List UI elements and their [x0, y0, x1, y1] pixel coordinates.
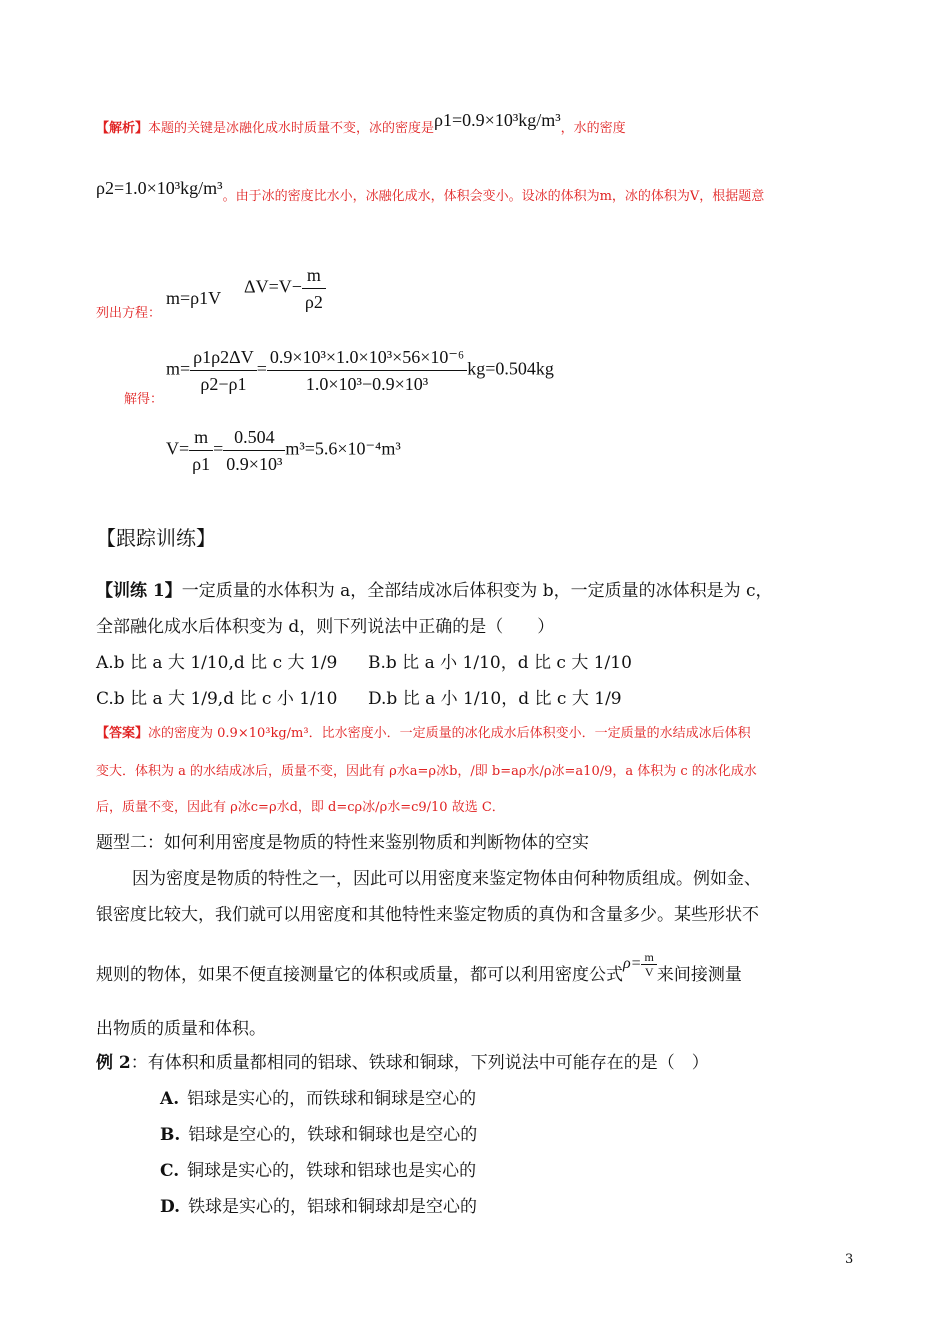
answer-text-1: 冰的密度为 0.9×10³kg/m³．比水密度小．一定质量的冰化成水后体积变小．一定质量的水结成冰后体积: [148, 726, 751, 741]
density-formula-den: V: [644, 964, 654, 979]
sol-m-f1-num: ρ1ρ2ΔV: [190, 344, 257, 371]
example2-question: [96, 1048, 709, 1073]
analysis-line1: [96, 110, 626, 137]
analysis-line2: [96, 178, 765, 204]
example2-option-text: 铝球是空心的，铁球和铜球也是空心的: [188, 1125, 478, 1145]
example2-option-letter: B.: [160, 1125, 181, 1145]
sol-v-lhs: V=: [166, 438, 190, 459]
sol-m-lhs: m=: [166, 358, 191, 379]
example2-option-letter: C.: [160, 1161, 180, 1181]
example2-option-text: 铜球是实心的，铁球和铝球也是实心的: [187, 1161, 477, 1181]
sol-v-f2-den: 0.9×10³: [226, 454, 283, 474]
section2-title: 题型二：如何利用密度是物质的特性来鉴别物质和判断物体的空实: [96, 833, 589, 853]
eq-delta-v-fraction: [302, 262, 326, 315]
sol-m-frac1: [190, 344, 257, 397]
sol-v-f1-den: ρ1: [192, 454, 211, 474]
eq-label: 列出方程：: [96, 306, 162, 321]
example2-option-d: [160, 1192, 477, 1217]
training-q1: 一定质量的水体积为 a，全部结成冰后体积变为 b，一定质量的冰体积是为 c，: [181, 581, 773, 601]
example2-option-b: [160, 1120, 477, 1145]
sol-m-f1-den: ρ2−ρ1: [200, 374, 247, 394]
example2-option-text: 铁球是实心的，铝球和铜球却是空心的: [188, 1197, 478, 1217]
eq-mass: m=ρ1V: [166, 288, 222, 308]
sol-v-f1-num: m: [189, 424, 213, 451]
section2-para2: 银密度比较大，我们就可以用密度和其他特性来鉴定物质的真伪和含量多少。某些形状不: [96, 905, 759, 925]
sol-v-frac2: [223, 424, 285, 477]
option-d: D.b 比 a 小 1/10，d 比 c 大 1/9: [368, 689, 622, 709]
example2-option-c: [160, 1156, 476, 1181]
analysis-text-1-end: ，水的密度: [560, 121, 626, 136]
sol-v-f2-num: 0.504: [223, 424, 285, 451]
answer-line1: [96, 722, 751, 741]
solution-mass: m= $\frac{\rho 1\rho 2\Delta V}{\rho 2-\rho 1}$ = $\frac{\text{0.9×10³×1.0×10³×56×10⁻⁶}}{\text{1.0×10³−0.9×10³}}$ kg=0.504kg: [166, 344, 554, 397]
training-question-line2: 全部融化成水后体积变为 d，则下列说法中正确的是（ ）: [96, 617, 555, 637]
solve-label: 解得：: [124, 392, 164, 407]
eq-dv-num: m: [302, 262, 326, 289]
density-formula-num: m: [641, 950, 656, 965]
page-number: 3: [845, 1252, 854, 1267]
sol-m-f2-den: 1.0×10³−0.9×10³: [305, 374, 429, 394]
analysis-text-2: 。由于冰的密度比水小，冰融化成水，体积会变小。设冰的体积为m，冰的体积为V，根据题意: [222, 189, 765, 204]
tracking-heading: 【跟踪训练】: [96, 526, 216, 550]
option-c: C.b 比 a 大 1/9,d 比 c 小 1/10: [96, 689, 338, 709]
analysis-text-1: 本题的关键是冰融化成水时质量不变，冰的密度是: [148, 121, 435, 136]
sol-m-f2-num: 0.9×10³×1.0×10³×56×10⁻⁶: [267, 344, 467, 371]
example2-option-letter: D.: [160, 1197, 181, 1217]
eq-dv-den: ρ2: [304, 292, 323, 312]
option-a: A.b 比 a 大 1/10,d 比 c 大 1/9: [96, 653, 338, 673]
section2-para3: [96, 948, 742, 985]
example2-option-text: 铝球是实心的，而铁球和铜球是空心的: [187, 1089, 477, 1109]
analysis-label: 【解析】: [96, 121, 149, 136]
density-formula-frac: [641, 950, 656, 979]
solution-volume: V= $\frac{m}{\rho 1}$ = $\frac{0.504}{\text{0.9×10³}}$ m³=5.6×10⁻⁴m³: [166, 424, 401, 477]
example2-text: ：有体积和质量都相同的铝球、铁球和铜球，下列说法中可能存在的是（ ）: [130, 1053, 709, 1073]
example2-option-a: [160, 1084, 476, 1109]
rho1-formula: ρ1=0.9×10³kg/m³: [434, 110, 561, 130]
sol-v-frac1: [189, 424, 213, 477]
section2-para1: 因为密度是物质的特性之一，因此可以用密度来鉴定物体由何种物质组成。例如金、: [132, 869, 761, 889]
example2-label: 例 2: [96, 1053, 131, 1073]
density-formula-lhs: ρ=: [623, 955, 642, 972]
answer-line2: 变大．体积为 a 的水结成冰后，质量不变，因此有 ρ水a=ρ冰b，/即 b=aρ水/ρ冰=a10/9，a 体积为 c 的冰化成水: [96, 764, 757, 779]
sol-v-result: m³=5.6×10⁻⁴m³: [285, 438, 401, 459]
section2-para3-a: 规则的物体，如果不便直接测量它的体积或质量，都可以利用密度公式: [96, 965, 623, 985]
option-b: B.b 比 a 小 1/10，d 比 c 大 1/10: [368, 653, 632, 673]
section2-para3-b: 来间接测量: [656, 965, 742, 985]
example2-option-letter: A.: [160, 1089, 180, 1109]
sol-m-result: kg=0.504kg: [467, 358, 554, 379]
density-formula: [623, 949, 657, 979]
eq-delta-v: [244, 262, 326, 315]
section2-para4: 出物质的质量和体积。: [96, 1019, 266, 1039]
rho2-formula: ρ2=1.0×10³kg/m³: [96, 178, 223, 198]
answer-label: 【答案】: [96, 726, 149, 741]
training-question-line1: [96, 576, 773, 601]
eq-delta-v-lhs: ΔV=V−: [244, 276, 302, 297]
answer-line3: 后，质量不变，因此有 ρ冰c=ρ水d，即 d=cρ冰/ρ水=c9/10 故选 C．: [96, 800, 505, 815]
training-label: 【训练 1】: [96, 581, 182, 601]
sol-m-frac2: [267, 344, 467, 397]
